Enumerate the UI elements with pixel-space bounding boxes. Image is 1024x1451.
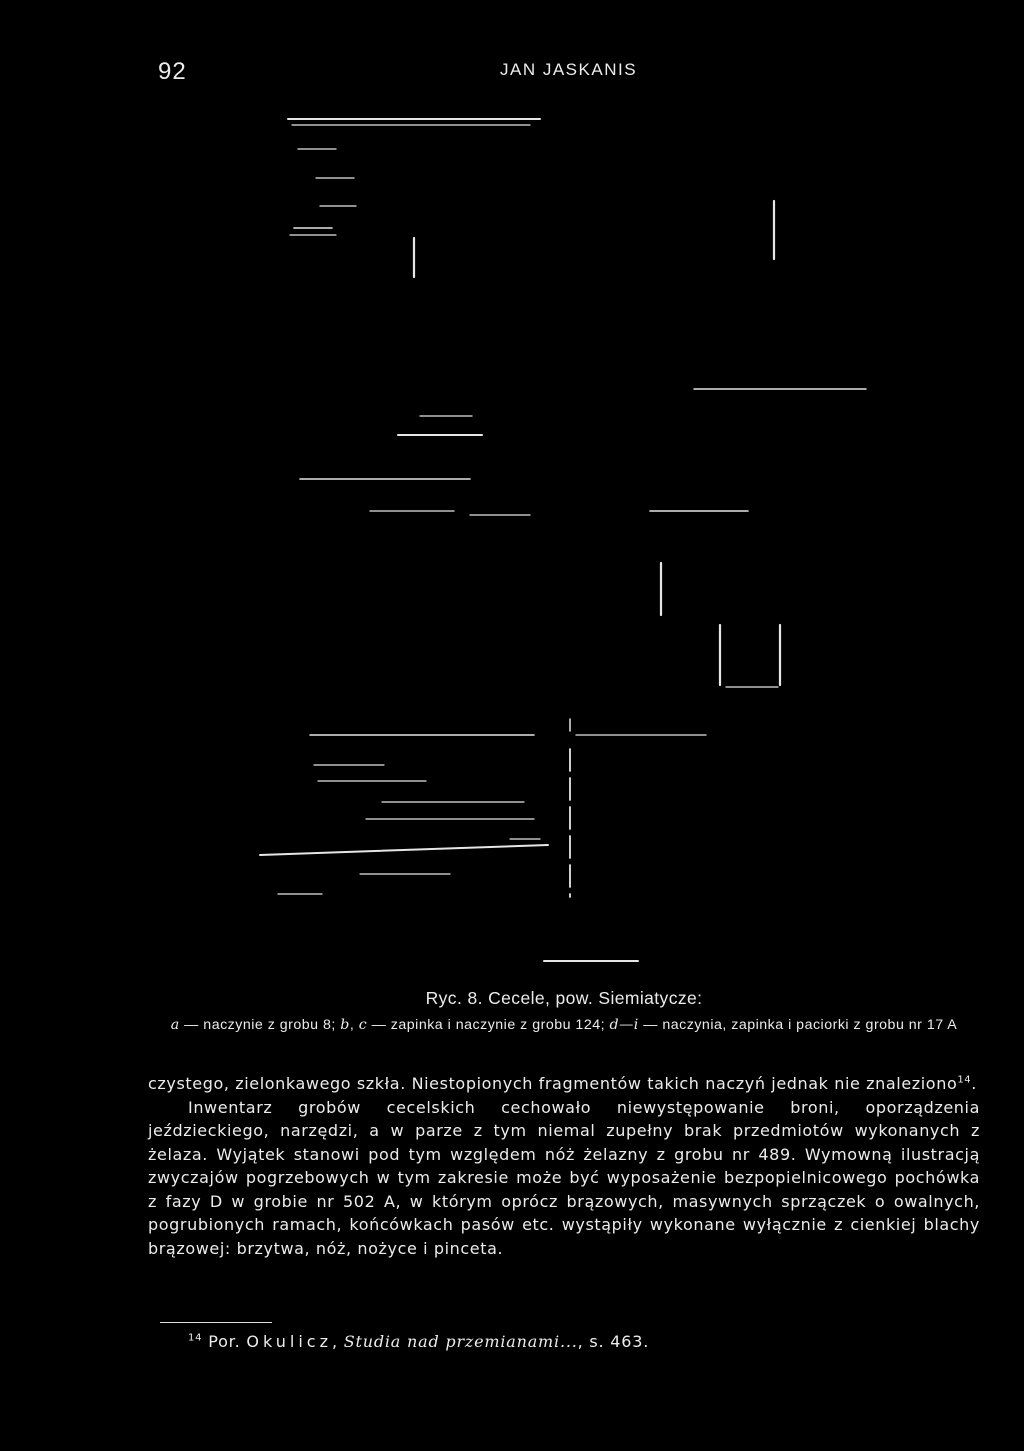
footnote-prefix: Por. [202, 1332, 247, 1351]
footnote-number: 14 [188, 1332, 203, 1344]
paragraph-text: czystego, zielonkawego szkła. Niestopionych fragmentów takich naczyń jednak nie znaleziono [148, 1074, 958, 1093]
footnote [188, 1332, 968, 1351]
paragraph: Inwentarz grobów cecelskich cechowało niewystępowanie broni, oporządzenia jeździeckiego, narzędzi, a w parze z tym niemal zupełny brak przedmiotów wykonanych z żelaza. Wyjątek stanowi pod tym względem nóż żelazny z grobu nr 489. Wymowną ilustracją zwyczajów pogrzebowych w tym zakresie może być wyposażenie bezpopielnicowego pochówka z fazy D w grobie nr 502 A, w którym oprócz brązowych, masywnych sprzączek o owalnych, pogrubionych ramach, końcówkach pasów etc. wystąpiły wykonane wyłącznie z cienkiej blachy brązowej: brzytwa, nóż, nożyce i pinceta. [148, 1097, 980, 1258]
paragraph-end: . [971, 1074, 977, 1093]
page-header [158, 58, 958, 88]
caption-di-text: — naczynia, zapinka i paciorki z grobu nr 17 A [638, 1017, 958, 1033]
caption-bc-text: — zapinka i naczynie z grobu 124; [367, 1017, 610, 1033]
footnote-author: Okulicz [246, 1332, 332, 1351]
footnote-suffix: , s. 463. [577, 1332, 650, 1351]
footnote-divider [160, 1322, 272, 1323]
artifact-drawings [240, 105, 890, 975]
caption-a-text: — naczynie z grobu 8; [179, 1017, 341, 1033]
page-number: 92 [158, 58, 187, 85]
body-text [148, 1072, 980, 1260]
fragment-line [260, 845, 548, 855]
paragraph [148, 1072, 980, 1096]
caption-letter-di: d—i [609, 1017, 639, 1033]
caption-letter-c: c [358, 1017, 368, 1033]
caption-text [148, 1015, 980, 1035]
caption-letter-a: a [170, 1017, 180, 1033]
caption-letter-b: b [340, 1017, 350, 1033]
footnote-separator: , [331, 1332, 344, 1351]
caption-title: Ryc. 8. Cecele, pow. Siemiatycze: [425, 988, 703, 1008]
footnote-title: Studia nad przemianami... [343, 1332, 578, 1351]
figure-caption [148, 988, 980, 1035]
footnote-reference: 14 [957, 1074, 972, 1086]
figure-artifacts [240, 105, 890, 975]
caption-comma: , [349, 1017, 359, 1033]
running-head: JAN JASKANIS [500, 60, 638, 79]
